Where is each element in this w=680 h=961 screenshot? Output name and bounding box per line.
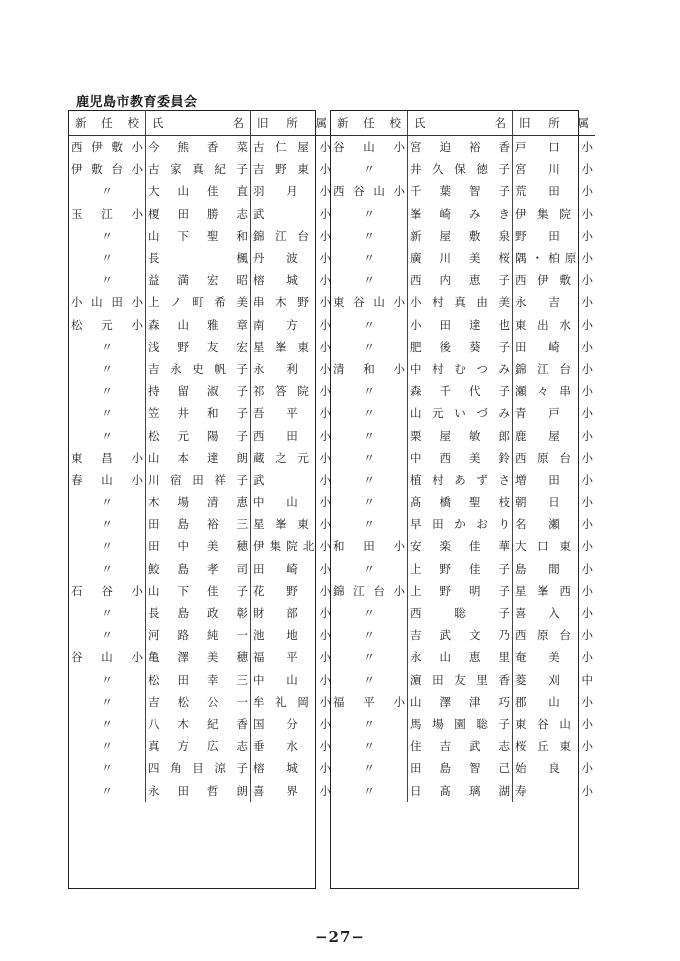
name-cell: 松元陽子 (146, 424, 251, 446)
prev-school-cell: 祁答院小 (251, 380, 334, 402)
name-cell: 馬場園聡子 (408, 713, 513, 735)
table-row (331, 513, 595, 535)
name-cell: 井久保徳子 (408, 158, 513, 180)
new-school-cell: 〃 (363, 339, 375, 354)
new-school-cell: 松元小 (71, 317, 143, 332)
name-cell: 榎田勝志 (146, 203, 251, 225)
new-school-cell: 〃 (101, 384, 113, 399)
prev-school-cell: 永吉小 (513, 291, 596, 313)
table-row (331, 535, 595, 557)
prev-school-cell: 吉野東小 (251, 158, 334, 180)
prev-school-cell: 野田小 (513, 225, 596, 247)
new-school-cell: 〃 (363, 716, 375, 731)
new-school-cell: 西伊敷小 (71, 140, 143, 155)
name-cell: 古家真紀子 (146, 158, 251, 180)
table-row (331, 602, 595, 624)
name-cell: 山元いづみ (408, 402, 513, 424)
prev-school-cell: 鹿屋小 (513, 424, 596, 446)
header-prev-school: 旧所属 (513, 111, 596, 136)
table-row (69, 735, 333, 757)
name-cell: 宮迫裕香 (408, 136, 513, 159)
prev-school-cell: 増田小 (513, 469, 596, 491)
table-row (331, 713, 595, 735)
table-row (331, 291, 595, 313)
new-school-cell: 〃 (363, 561, 375, 576)
new-school-cell: 谷山小 (333, 140, 405, 155)
page-number: −27− (314, 928, 365, 946)
new-school-cell: 〃 (101, 761, 113, 776)
new-school-cell: 〃 (101, 428, 113, 443)
name-cell: 日髙璃湖 (408, 779, 513, 801)
name-cell: 山下聖和 (146, 225, 251, 247)
prev-school-cell: 南方小 (251, 314, 334, 336)
table-row (69, 314, 333, 336)
name-cell: 森山雅章 (146, 314, 251, 336)
name-cell: 栗屋敏郎 (408, 424, 513, 446)
table-row (69, 580, 333, 602)
header-prev-school: 旧所属 (251, 111, 334, 136)
name-cell: 松田幸三 (146, 669, 251, 691)
prev-school-cell: 戸口小 (513, 136, 596, 159)
new-school-cell: 〃 (101, 228, 113, 243)
prev-school-cell: 桜丘東小 (513, 735, 596, 757)
table-row (69, 136, 333, 159)
name-cell: 持留淑子 (146, 380, 251, 402)
prev-school-cell: 西伊敷小 (513, 269, 596, 291)
prev-school-cell: 財部小 (251, 602, 334, 624)
name-cell: 亀澤美穂 (146, 646, 251, 668)
new-school-cell: 〃 (363, 739, 375, 754)
new-school-cell: 〃 (363, 206, 375, 221)
new-school-cell: 〃 (101, 517, 113, 532)
table-row (331, 424, 595, 446)
new-school-cell: 玉江小 (71, 206, 143, 221)
table-row (69, 447, 333, 469)
table-row (69, 558, 333, 580)
table-row (69, 513, 333, 535)
table-row (331, 735, 595, 757)
table-row (69, 424, 333, 446)
prev-school-cell: 西原台小 (513, 447, 596, 469)
name-cell: 廣川美桜 (408, 247, 513, 269)
new-school-cell: 〃 (363, 406, 375, 421)
new-school-cell: 〃 (101, 694, 113, 709)
prev-school-cell: 伊集院小 (513, 203, 596, 225)
name-cell: 西聡子 (408, 602, 513, 624)
name-cell: 濵田友里香 (408, 669, 513, 691)
table-row (331, 646, 595, 668)
table-row (331, 203, 595, 225)
name-cell: 八木紀香 (146, 713, 251, 735)
name-cell: 真方広志 (146, 735, 251, 757)
name-cell: 笠井和子 (146, 402, 251, 424)
prev-school-cell: 東谷山小 (513, 713, 596, 735)
new-school-cell: 〃 (363, 628, 375, 643)
name-cell: 上野明子 (408, 580, 513, 602)
new-school-cell: 和田小 (333, 539, 405, 554)
new-school-cell: 〃 (363, 162, 375, 177)
new-school-cell: 〃 (363, 761, 375, 776)
name-cell: 西内恵子 (408, 269, 513, 291)
prev-school-cell: 榕城小 (251, 757, 334, 779)
new-school-cell: 〃 (101, 561, 113, 576)
new-school-cell: 〃 (363, 517, 375, 532)
new-school-cell: 清和小 (333, 361, 405, 376)
table-row (331, 314, 595, 336)
new-school-cell: 〃 (101, 628, 113, 643)
new-school-cell: 小山田小 (71, 295, 143, 310)
table-row (331, 402, 595, 424)
table-row (69, 646, 333, 668)
new-school-cell: 〃 (101, 783, 113, 798)
new-school-cell: 伊敷台小 (71, 162, 143, 177)
prev-school-cell: 東出水小 (513, 314, 596, 336)
table-row (69, 491, 333, 513)
header-new-school: 新任校 (331, 111, 408, 136)
new-school-cell: 〃 (363, 783, 375, 798)
table-row (69, 713, 333, 735)
new-school-cell: 〃 (101, 739, 113, 754)
new-school-cell: 石谷小 (71, 583, 143, 598)
table-row (331, 336, 595, 358)
new-school-cell: 〃 (363, 273, 375, 288)
name-cell: 中村むつみ (408, 358, 513, 380)
name-cell: 肥後葵子 (408, 336, 513, 358)
prev-school-cell: 寿小 (513, 779, 596, 801)
name-cell: 長楓 (146, 247, 251, 269)
prev-school-cell: 蔵之元小 (251, 447, 334, 469)
table-row (69, 269, 333, 291)
new-school-cell: 谷山小 (71, 650, 143, 665)
new-school-cell: 〃 (363, 472, 375, 487)
name-cell: 永田哲朗 (146, 779, 251, 801)
table-row (331, 447, 595, 469)
prev-school-cell: 瀬々串小 (513, 380, 596, 402)
table-row (69, 602, 333, 624)
prev-school-cell: 西原台小 (513, 624, 596, 646)
new-school-cell: 〃 (363, 450, 375, 465)
table-row (331, 491, 595, 513)
new-school-cell: 〃 (101, 406, 113, 421)
prev-school-cell: 田崎小 (513, 336, 596, 358)
name-cell: 吉永史帆子 (146, 358, 251, 380)
table-row (69, 624, 333, 646)
table-row (331, 757, 595, 779)
table-row (331, 380, 595, 402)
table-row (69, 469, 333, 491)
table-row (331, 269, 595, 291)
prev-school-cell: 古仁屋小 (251, 136, 334, 159)
table-header-row (69, 111, 333, 136)
table-row (331, 669, 595, 691)
prev-school-cell: 武小 (251, 203, 334, 225)
name-cell: 田島裕三 (146, 513, 251, 535)
table-row (69, 757, 333, 779)
name-cell: 大山佳直 (146, 180, 251, 202)
prev-school-cell: 島間小 (513, 558, 596, 580)
prev-school-cell: 串木野小 (251, 291, 334, 313)
new-school-cell: 〃 (363, 228, 375, 243)
new-school-cell: 〃 (101, 184, 113, 199)
prev-school-cell: 荒田小 (513, 180, 596, 202)
prev-school-cell: 垂水小 (251, 735, 334, 757)
name-cell: 峯崎みき (408, 203, 513, 225)
name-cell: 田中美穂 (146, 535, 251, 557)
prev-school-cell: 星峯西小 (513, 580, 596, 602)
table-row (331, 691, 595, 713)
prev-school-cell: 福平小 (251, 646, 334, 668)
name-cell: 長島政彰 (146, 602, 251, 624)
table-row (69, 291, 333, 313)
prev-school-cell: 田崎小 (251, 558, 334, 580)
table-row (331, 136, 595, 159)
name-cell: 上野佳子 (408, 558, 513, 580)
new-school-cell: 〃 (363, 495, 375, 510)
table-row (69, 336, 333, 358)
name-cell: 植村あずさ (408, 469, 513, 491)
name-cell: 安楽佳華 (408, 535, 513, 557)
name-cell: 河路純一 (146, 624, 251, 646)
prev-school-cell: 郡山小 (513, 691, 596, 713)
prev-school-cell: 吾平小 (251, 402, 334, 424)
header-name: 氏名 (146, 111, 251, 136)
table-row (331, 358, 595, 380)
name-cell: 森千代子 (408, 380, 513, 402)
name-cell: 四角目涼子 (146, 757, 251, 779)
table-row (69, 669, 333, 691)
table-row (69, 779, 333, 801)
name-cell: 住吉武志 (408, 735, 513, 757)
right-staff-table (331, 111, 595, 802)
prev-school-cell: 喜入小 (513, 602, 596, 624)
prev-school-cell: 花野小 (251, 580, 334, 602)
prev-school-cell: 名瀬小 (513, 513, 596, 535)
table-row (331, 469, 595, 491)
name-cell: 吉松公一 (146, 691, 251, 713)
name-cell: 小田達也 (408, 314, 513, 336)
table-row (69, 180, 333, 202)
new-school-cell: 錦江台小 (333, 583, 405, 598)
new-school-cell: 〃 (101, 273, 113, 288)
new-school-cell: 東谷山小 (333, 295, 405, 310)
prev-school-cell: 星峯東小 (251, 513, 334, 535)
page-title: 鹿児島市教育委員会 (76, 95, 198, 110)
prev-school-cell: 大口東小 (513, 535, 596, 557)
name-cell: 山下佳子 (146, 580, 251, 602)
table-row (331, 180, 595, 202)
table-row (69, 402, 333, 424)
prev-school-cell: 牟礼岡小 (251, 691, 334, 713)
new-school-cell: 〃 (101, 539, 113, 554)
table-row (69, 225, 333, 247)
prev-school-cell: 喜界小 (251, 779, 334, 801)
table-row (331, 247, 595, 269)
new-school-cell: 〃 (101, 716, 113, 731)
name-cell: 千葉智子 (408, 180, 513, 202)
prev-school-cell: 伊集院北小 (251, 535, 334, 557)
right-table-body (331, 136, 595, 802)
name-cell: 吉武文乃 (408, 624, 513, 646)
new-school-cell: 〃 (101, 495, 113, 510)
name-cell: 山本達朗 (146, 447, 251, 469)
table-row (69, 535, 333, 557)
header-name: 氏名 (408, 111, 513, 136)
prev-school-cell: 榕城小 (251, 269, 334, 291)
table-row (69, 203, 333, 225)
new-school-cell: 〃 (363, 317, 375, 332)
new-school-cell: 〃 (101, 251, 113, 266)
name-cell: 山澤津巧 (408, 691, 513, 713)
name-cell: 益満宏昭 (146, 269, 251, 291)
prev-school-cell: 宮川小 (513, 158, 596, 180)
prev-school-cell: 始良小 (513, 757, 596, 779)
new-school-cell: 〃 (101, 339, 113, 354)
table-row (331, 225, 595, 247)
new-school-cell: 〃 (363, 428, 375, 443)
prev-school-cell: 池地小 (251, 624, 334, 646)
prev-school-cell: 丹波小 (251, 247, 334, 269)
prev-school-cell: 奄美小 (513, 646, 596, 668)
name-cell: 今熊香菜 (146, 136, 251, 159)
table-header-row (331, 111, 595, 136)
name-cell: 新屋敷泉 (408, 225, 513, 247)
table-row (69, 691, 333, 713)
table-row (69, 247, 333, 269)
prev-school-cell: 永利小 (251, 358, 334, 380)
table-row (69, 380, 333, 402)
name-cell: 川宿田祥子 (146, 469, 251, 491)
table-row (69, 358, 333, 380)
prev-school-cell: 中山小 (251, 669, 334, 691)
table-row (331, 158, 595, 180)
prev-school-cell: 朝日小 (513, 491, 596, 513)
prev-school-cell: 国分小 (251, 713, 334, 735)
prev-school-cell: 武小 (251, 469, 334, 491)
new-school-cell: 〃 (101, 361, 113, 376)
table-row (331, 580, 595, 602)
name-cell: 早田かおり (408, 513, 513, 535)
name-cell: 鮫島孝司 (146, 558, 251, 580)
prev-school-cell: 菱刈中 (513, 669, 596, 691)
prev-school-cell: 中山小 (251, 491, 334, 513)
new-school-cell: 〃 (363, 251, 375, 266)
name-cell: 浅野友宏 (146, 336, 251, 358)
prev-school-cell: 隅・柏原小 (513, 247, 596, 269)
name-cell: 木場清恵 (146, 491, 251, 513)
prev-school-cell: 西田小 (251, 424, 334, 446)
table-row (331, 779, 595, 801)
name-cell: 永山恵里 (408, 646, 513, 668)
new-school-cell: 〃 (363, 672, 375, 687)
prev-school-cell: 錦江台小 (251, 225, 334, 247)
table-row (331, 624, 595, 646)
new-school-cell: 西谷山小 (333, 184, 405, 199)
new-school-cell: 〃 (101, 672, 113, 687)
new-school-cell: 〃 (363, 384, 375, 399)
new-school-cell: 福平小 (333, 694, 405, 709)
name-cell: 中西美鈴 (408, 447, 513, 469)
left-staff-table (69, 111, 333, 802)
name-cell: 髙橋聖枝 (408, 491, 513, 513)
header-new-school: 新任校 (69, 111, 146, 136)
prev-school-cell: 錦江台小 (513, 358, 596, 380)
new-school-cell: 〃 (363, 650, 375, 665)
name-cell: 田島智己 (408, 757, 513, 779)
new-school-cell: 〃 (101, 606, 113, 621)
prev-school-cell: 星峯東小 (251, 336, 334, 358)
name-cell: 小村真由美 (408, 291, 513, 313)
new-school-cell: 春山小 (71, 472, 143, 487)
table-row (69, 158, 333, 180)
table-row (331, 558, 595, 580)
new-school-cell: 東昌小 (71, 450, 143, 465)
prev-school-cell: 羽月小 (251, 180, 334, 202)
left-table-body (69, 136, 333, 802)
new-school-cell: 〃 (363, 606, 375, 621)
prev-school-cell: 青戸小 (513, 402, 596, 424)
name-cell: 上ノ町希美 (146, 291, 251, 313)
